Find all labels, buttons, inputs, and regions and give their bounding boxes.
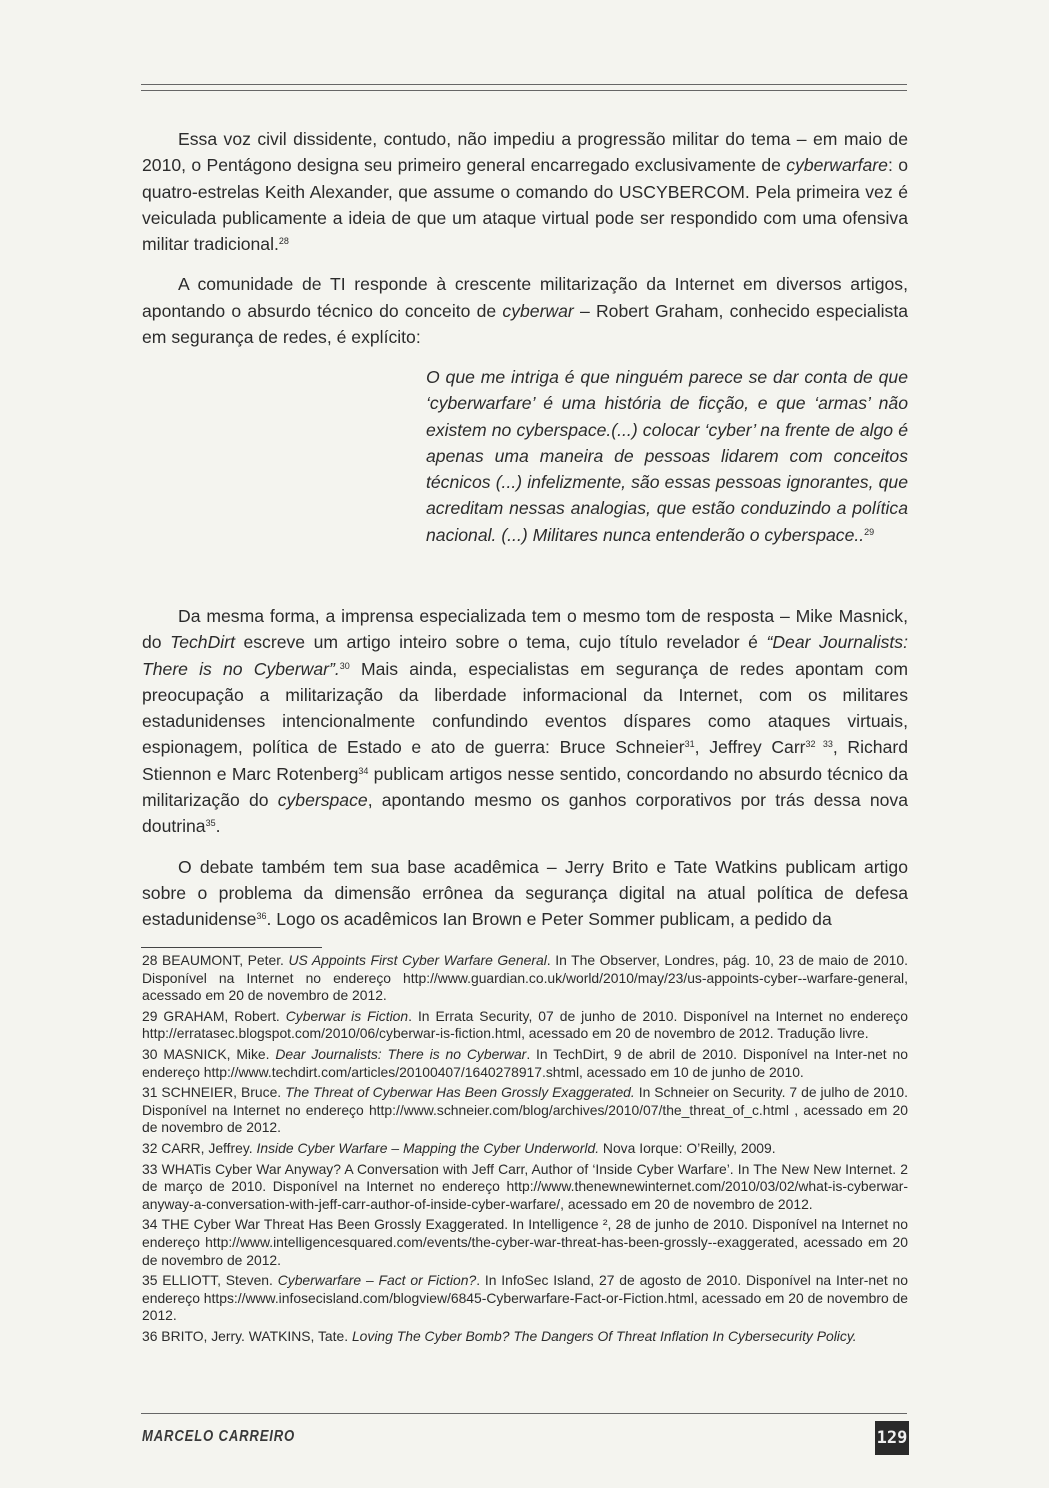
header-double-rule [141, 84, 907, 91]
footnote-separator [141, 947, 322, 948]
footnote-ref-30[interactable]: 30 [339, 660, 350, 671]
quote-text: O que me intriga é que ninguém parece se dar conta de que ‘cyberwarfare’ é uma história de ficção, e que ‘armas’ não existem no cyberspace.(...) colocar ‘cyber’ na frente de algo é apenas uma maneira de pessoas lidarem com conceitos técnicos (...) infelizmente, são essas pessoas ignorantes, que acreditam nessas analogias, que estão conduzindo a política nacional. (...) Militares nunca entenderão o cyberspace.. [426, 367, 908, 545]
footnote-ref-28[interactable]: 28 [278, 236, 289, 247]
footnote-30: 30 MASNICK, Mike. Dear Journalists: There is no Cyberwar. In TechDirt, 9 de abril de 2010. Disponível na Inter-net no endereço http://www.techdirt.com/articles/20100407/1640278917.shtml, acessado em 10 de junho de 2010. [142, 1045, 908, 1080]
footnote-ref-35[interactable]: 35 [205, 818, 216, 829]
footnote-ref-31[interactable]: 31 [684, 739, 695, 750]
footnote-28: 28 BEAUMONT, Peter. US Appoints First Cyber Warfare General. In The Observer, Londres, pág. 10, 23 de maio de 2010. Disponível na Internet no endereço http://www.guardian.co.uk/world/2010/may/23/us-appoints-cyber--warfare-general, acessado em 20 de novembro de 2012. [142, 952, 908, 1004]
paragraph-1: Essa voz civil dissidente, contudo, não impediu a progressão militar do tema – em maio de 2010, o Pentágono designa seu primeiro general encarregado exclusivamente de cyberwarfare: o quatro-estrelas Keith Alexander, que assume o comando do USCYBERCOM. Pela primeira vez é veiculada publicamente a ideia de que um ataque virtual pode ser respondido com uma ofensiva militar tradicional.$^{28}$ [142, 129, 908, 255]
footnotes [142, 952, 908, 1348]
footnote-36: 36 BRITO, Jerry. WATKINS, Tate. Loving The Cyber Bomb? The Dangers Of Threat Inflation In Cybersecurity Policy. [142, 1327, 857, 1344]
footnote-ref-29[interactable]: 29 [864, 526, 875, 537]
block-quote [426, 364, 908, 548]
paragraph-2: A comunidade de TI responde à crescente militarização da Internet em diversos artigos, apontando o absurdo técnico do conceito de cyberwar – Robert Graham, conhecido especialista em segurança de redes, é explícito: [142, 274, 908, 348]
paragraph-3: Da mesma forma, a imprensa especializada tem o mesmo tom de resposta – Mike Masnick, do TechDirt escreve um artigo inteiro sobre o tema, cujo título revelador é “Dear Journalists: There is no Cyberwar”.$^{30}$ Mais ainda, especialistas em segurança de redes apontam com preocupação a militarização da liberdade informacional da Internet, com os militares estadunidenses intencionalmente confundindo eventos díspares como ataques virtuais, espionagem, política de Estado e ato de guerra: Bruce Schneier$^{31}$, Jeffrey Carr$^{32 33}$, Richard Stiennon e Marc Rotenberg$^{34}$ publicam artigos nesse sentido, concordando no absurdo técnico da militarização do cyberspace, apontando mesmo os ganhos corporativos por trás dessa nova doutrina$^{35}$. [142, 606, 909, 837]
footnote-34: 34 THE Cyber War Threat Has Been Grossly Exaggerated. In Intelligence ², 28 de junho de 2010. Disponível na Internet no endereço http://www.intelligencesquared.com/events/the-cyber-war-threat-has-been-grossly--exaggerated, acessado em 20 de novembro de 2012. [142, 1216, 908, 1268]
footnote-ref-34[interactable]: 34 [358, 765, 369, 776]
footnote-35: 35 ELLIOTT, Steven. Cyberwarfare – Fact or Fiction?. In InfoSec Island, 27 de agosto de 2010. Disponível na Inter-net no endereço https://www.infosecisland.com/blogview/6845-Cyberwarfare-Fact-or-Fiction.html, acessado em 20 de novembro de 2012. [142, 1272, 908, 1324]
footnote-ref-36[interactable]: 36 [256, 911, 267, 922]
footer-author: MARCELO CARREIRO [142, 1428, 296, 1445]
body-text-upper [142, 126, 908, 350]
footnote-29: 29 GRAHAM, Robert. Cyberwar is Fiction. In Errata Security, 07 de junho de 2010. Disponível na Internet no endereço http://erratasec.blogspot.com/2010/06/cyberwar-is-fiction.html, acessado em 20 de novembro de 2012. Tradução livre. [142, 1007, 908, 1042]
paragraph-4: O debate também tem sua base acadêmica – Jerry Brito e Tate Watkins publicam artigo sobre o problema da dimensão errônea da segurança digital na atual política de defesa estadunidense$^{36}$. Logo os acadêmicos Ian Brown e Peter Sommer publicam, a pedido da [142, 856, 908, 930]
footnote-33: 33 WHATis Cyber War Anyway? A Conversation with Jeff Carr, Author of ‘Inside Cyber Warfare’. In The New New Internet. 2 de março de 2010. Disponível na Internet no endereço http://www.thenewnewinternet.com/2010/03/02/what-is-cyberwar-anyway-a-conversation-with-jeff-carr-author-of-inside-cyber-warfare/, acessado em 20 de novembro de 2012. [142, 1160, 908, 1212]
footnote-ref-32-33[interactable]: 32 33 [805, 739, 833, 750]
footnote-32: 32 CARR, Jeffrey. Inside Cyber Warfare – Mapping the Cyber Underworld. Nova Iorque: O’Reilly, 2009. [142, 1139, 776, 1156]
body-text-lower [142, 603, 908, 933]
footnote-31: 31 SCHNEIER, Bruce. The Threat of Cyberwar Has Been Grossly Exaggerated. In Schneier on Security. 7 de julho de 2010. Disponível na Internet no endereço http://www.schneier.com/blog/archives/2010/07/the_threat_of_c.html , acessado em 20 de novembro de 2012. [142, 1084, 908, 1136]
footer-rule [141, 1413, 907, 1414]
page-number: 129 [875, 1421, 909, 1455]
